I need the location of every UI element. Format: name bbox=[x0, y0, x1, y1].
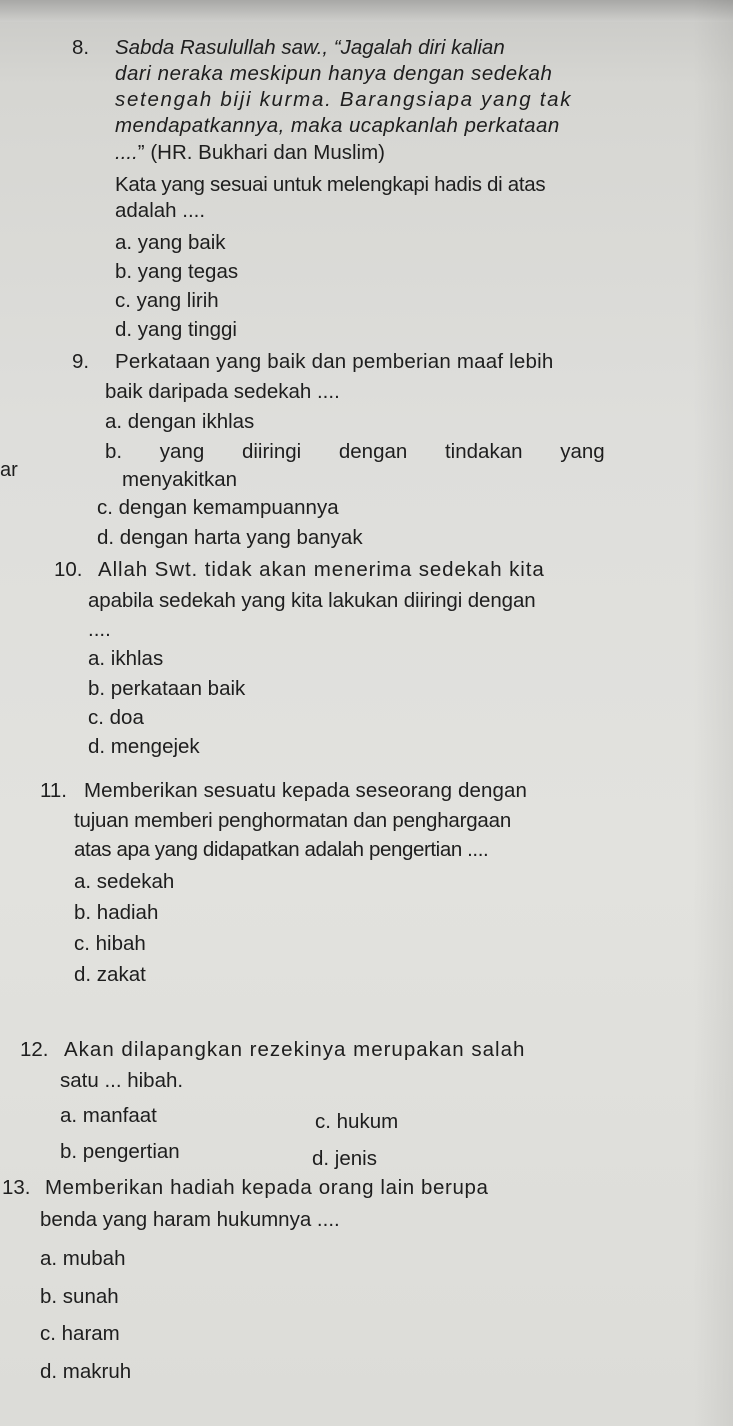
option-a[interactable]: a. dengan ikhlas bbox=[105, 410, 255, 433]
page-top-shadow bbox=[0, 0, 733, 22]
option-c[interactable]: c. dengan kemampuannya bbox=[97, 496, 339, 519]
option-c[interactable]: c. hukum bbox=[315, 1110, 399, 1133]
option-a[interactable]: a. sedekah bbox=[74, 870, 175, 893]
option-b[interactable]: b. sunah bbox=[40, 1285, 119, 1308]
option-d[interactable]: d. dengan harta yang banyak bbox=[97, 526, 363, 549]
question-text: setengah biji kurma. Barangsiapa yang tak bbox=[115, 88, 573, 111]
question-text: adalah .... bbox=[115, 199, 206, 222]
question-text: Kata yang sesuai untuk melengkapi hadis di atas bbox=[115, 173, 546, 196]
question-text: Memberikan sesuatu kepada seseorang dengan bbox=[84, 779, 527, 802]
option-a[interactable]: a. yang baik bbox=[115, 231, 226, 254]
question-text: Allah Swt. tidak akan menerima sedekah kita bbox=[98, 558, 545, 581]
question-text: dari neraka meskipun hanya dengan sedekah bbox=[115, 62, 553, 85]
option-a[interactable]: a. ikhlas bbox=[88, 647, 164, 670]
option-b-continued[interactable]: menyakitkan bbox=[122, 468, 238, 491]
question-text: satu ... hibah. bbox=[60, 1069, 184, 1092]
margin-fragment: ar bbox=[0, 459, 18, 481]
option-b[interactable]: b. perkataan baik bbox=[88, 677, 246, 700]
option-c[interactable]: c. doa bbox=[88, 706, 144, 729]
question-number: 9. bbox=[72, 350, 90, 373]
page-edge-shadow bbox=[693, 0, 733, 1426]
question-text: ....” (HR. Bukhari dan Muslim) bbox=[115, 141, 385, 164]
question-text: mendapatkannya, maka ucapkanlah perkataan bbox=[115, 114, 560, 137]
option-b[interactable]: b. pengertian bbox=[60, 1140, 180, 1163]
option-d[interactable]: d. zakat bbox=[74, 963, 146, 986]
question-number: 8. bbox=[72, 36, 90, 59]
option-c[interactable]: c. yang lirih bbox=[115, 289, 219, 312]
option-d[interactable]: d. jenis bbox=[312, 1147, 377, 1170]
option-c[interactable]: c. hibah bbox=[74, 932, 146, 955]
question-text: Akan dilapangkan rezekinya merupakan salah bbox=[64, 1038, 526, 1061]
question-number: 13. bbox=[2, 1176, 31, 1199]
option-d[interactable]: d. makruh bbox=[40, 1360, 132, 1383]
question-text: tujuan memberi penghormatan dan penghargaan bbox=[74, 809, 512, 832]
option-c[interactable]: c. haram bbox=[40, 1322, 120, 1345]
question-text: benda yang haram hukumnya .... bbox=[40, 1208, 340, 1231]
question-text: atas apa yang didapatkan adalah pengertian .... bbox=[74, 838, 489, 861]
question-text: apabila sedekah yang kita lakukan diiringi dengan bbox=[88, 589, 536, 612]
option-a[interactable]: a. mubah bbox=[40, 1247, 126, 1270]
option-a[interactable]: a. manfaat bbox=[60, 1104, 157, 1127]
question-number: 12. bbox=[20, 1038, 49, 1061]
question-text: baik daripada sedekah .... bbox=[105, 380, 340, 403]
option-b[interactable]: b. hadiah bbox=[74, 901, 159, 924]
question-text: Memberikan hadiah kepada orang lain berupa bbox=[45, 1176, 489, 1199]
option-d[interactable]: d. mengejek bbox=[88, 735, 200, 758]
question-number: 10. bbox=[54, 558, 83, 581]
option-b[interactable]: b. yang tegas bbox=[115, 260, 239, 283]
question-text: .... bbox=[88, 618, 111, 641]
question-text: Sabda Rasulullah saw., “Jagalah diri kalian bbox=[115, 36, 505, 59]
option-b[interactable]: b. yang diiringi dengan tindakan yang bbox=[105, 440, 605, 463]
question-text: Perkataan yang baik dan pemberian maaf lebih bbox=[115, 350, 554, 373]
question-number: 11. bbox=[40, 779, 67, 802]
option-d[interactable]: d. yang tinggi bbox=[115, 318, 237, 341]
